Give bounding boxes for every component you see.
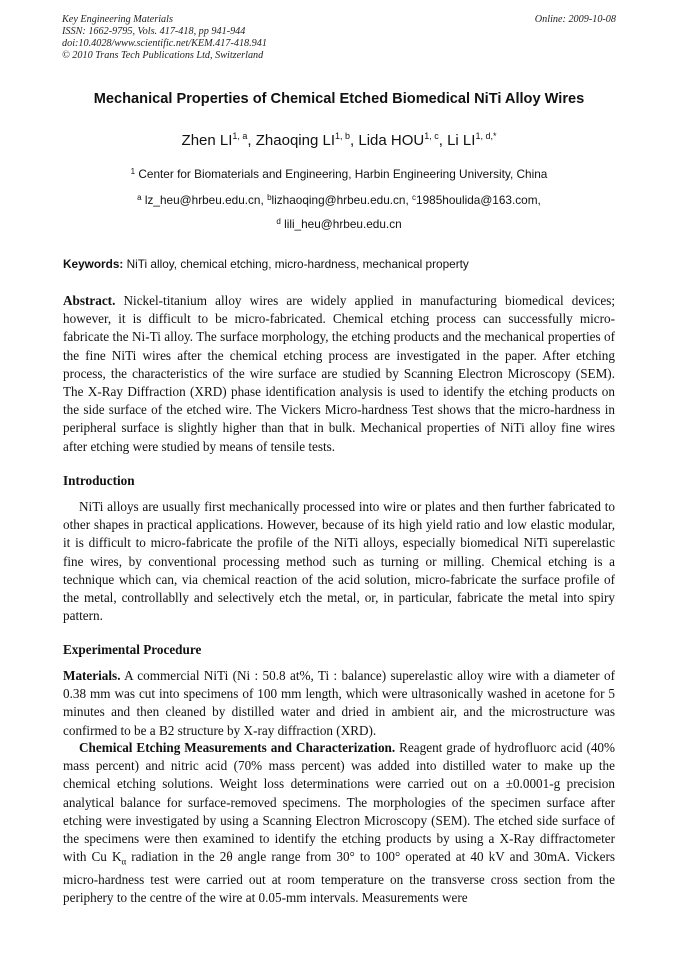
- keywords: [63, 257, 615, 271]
- etching-subscript: α: [121, 856, 127, 867]
- email-sup: c: [412, 193, 417, 202]
- author-separator: ,: [350, 132, 359, 149]
- journal-header: [62, 14, 267, 62]
- email-sup: d: [276, 217, 281, 226]
- paper-title: Mechanical Properties of Chemical Etched Biomedical NiTi Alloy Wires: [93, 91, 585, 107]
- abstract-paragraph: [63, 292, 615, 456]
- email-b[interactable]: lizhaoqing@hrbeu.edu.cn,: [271, 193, 413, 207]
- affiliation-text: Center for Biomaterials and Engineering, Harbin Engineering University, China: [138, 167, 548, 181]
- email-sup: b: [267, 193, 272, 202]
- abstract-text: Nickel-titanium alloy wires are widely applied in manufacturing biomedical devices; however, it is difficult to be micro-fabricated. Chemical etching process can successfully micro-fabricate the Ni-Ti alloy. The surface morphology, the etching products and the mechanical properties of the fine NiTi wires after the chemical etching process are investigated in the paper. After etching process, the characteristics of the wire surface are studied by Scanning Electron Microscopy (SEM). The X-Ray Diffraction (XRD) phase identification analysis is used to identify the etching products on the side surface of the etched wire. The Vickers Micro-hardness Test shows that the micro-hardness in peripheral surface is slightly higher than that in bulk. Mechanical properties of NiTi alloy fine wires after etching were studied by means of tensile tests.: [63, 293, 615, 454]
- introduction-heading: Introduction: [63, 473, 135, 488]
- affiliation-sup: 1: [130, 167, 136, 176]
- author-sup: 1, a: [232, 131, 248, 141]
- introduction-paragraph: NiTi alloys are usually first mechanically processed into wire or plates and then further fabricated to other shapes in practical applications. However, because of its high yield ratio and low elastic modular, it is difficult to micro-fabricate the profile of the NiTi alloys, especially biomedical NiTi superelastic fine wires, by conventional processing method such as turning or milling. Chemical etching is a technique which can, via chemical reaction of the acid solution, micro-fabricate the surface profile of the metal, controllablly and selectively etch the metal, or, in particular, fabricate the metal into spiry pattern.: [63, 499, 615, 624]
- materials-text: A commercial NiTi (Ni : 50.8 at%, Ti : balance) superelastic alloy wire with a diameter of 0.38 mm was cut into specimens of 100 mm length, which were ultrasonically washed in acetone for 5 minutes and then cleaned by distilled water and dried in ambient air, and the microstructure was confirmed to be a B2 structure by X-ray diffraction (XRD).: [63, 668, 615, 738]
- author-sup: 1, c: [424, 131, 439, 141]
- affiliation: [0, 167, 678, 181]
- etching-label: Chemical Etching Measurements and Characterization.: [79, 740, 396, 755]
- keywords-text: NiTi alloy, chemical etching, micro-hardness, mechanical property: [123, 257, 469, 271]
- author-separator: ,: [438, 132, 448, 149]
- author-sup: 1, b: [335, 131, 351, 141]
- materials-label: Materials.: [63, 668, 121, 683]
- author-sup: 1, d,*: [475, 131, 497, 141]
- keywords-label: Keywords:: [63, 257, 124, 271]
- materials-paragraph: [63, 667, 615, 740]
- etching-text-1: Reagent grade of hydrofluorc acid (40% mass percent) and nitric acid (70% mass percent) was added into distilled water to make up the chemical etching solutions. Weight loss determinations were carried out on a ±0.0001-g precision analytical balance for surface-removed specimens. The morphologies of the specimen surface after etching were investigated by using a Scanning Electron Microscopy (SEM). The etched side surface of the specimens were then examined to identify the etching products by using a X-Ray diffractometer with Cu K: [63, 740, 616, 865]
- journal-copyright: © 2010 Trans Tech Publications Ltd, Switzerland: [62, 50, 264, 61]
- journal-name: Key Engineering Materials: [62, 14, 173, 25]
- email-line-2: [0, 217, 678, 231]
- etching-paragraph: [63, 739, 615, 907]
- email-line-1: [0, 193, 678, 207]
- journal-doi[interactable]: doi:10.4028/www.scientific.net/KEM.417-418.941: [62, 38, 267, 49]
- email-a[interactable]: lz_heu@hrbeu.edu.cn,: [144, 193, 268, 207]
- email-c[interactable]: 1985houlida@163.com,: [416, 193, 541, 207]
- online-date: Online: 2009-10-08: [534, 14, 616, 25]
- email-sup: a: [137, 193, 142, 202]
- email-d[interactable]: lili_heu@hrbeu.edu.cn: [284, 217, 402, 231]
- author-name: Li LI: [447, 132, 476, 149]
- author-name: Zhen LI: [181, 132, 233, 149]
- author-list: [0, 131, 678, 149]
- experimental-heading: Experimental Procedure: [63, 642, 202, 657]
- author-name: Zhaoqing LI: [255, 132, 335, 149]
- journal-issn: ISSN: 1662-9795, Vols. 417-418, pp 941-944: [62, 26, 246, 37]
- author-name: Lida HOU: [358, 132, 425, 149]
- author-separator: ,: [247, 132, 256, 149]
- abstract-label: Abstract.: [63, 293, 116, 308]
- etching-text-2: radiation in the 2θ angle range from 30° to 100° operated at 40 kV and 30mA. Vickers micro-hardness test were carried out at room temperature on the transverse cross section from the periphery to the centre of the wire at 0.05-mm intervals. Measurements were: [63, 849, 616, 906]
